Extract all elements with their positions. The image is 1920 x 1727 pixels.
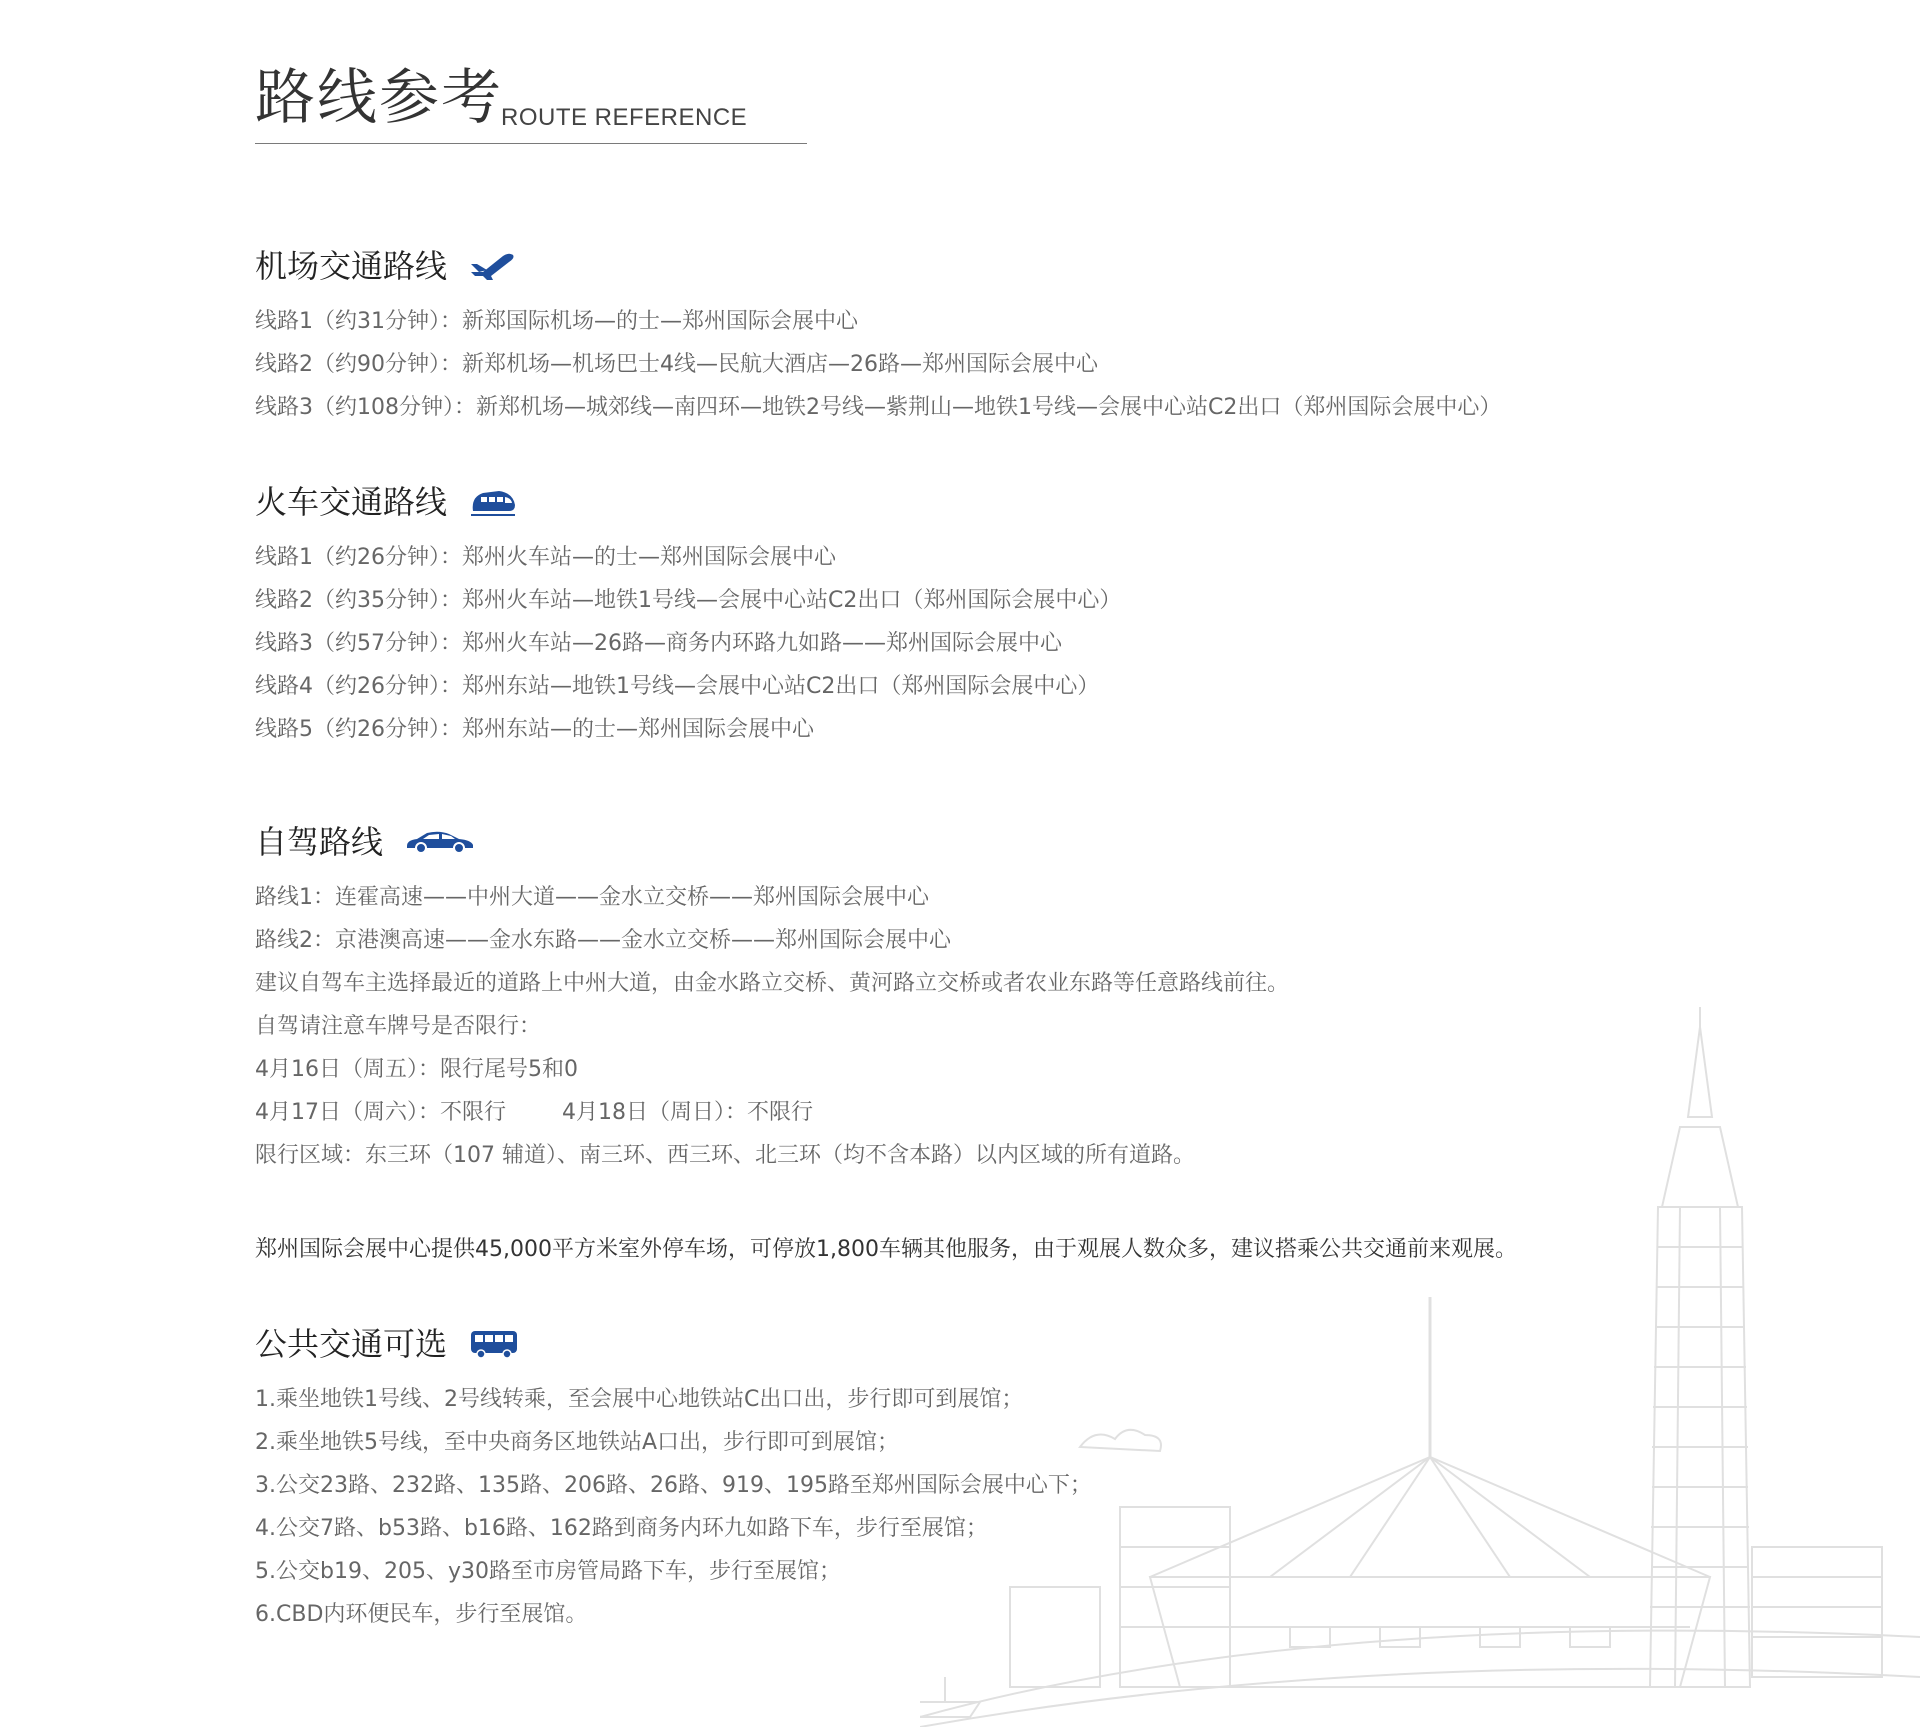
section-title-airport: 机场交通路线: [255, 247, 448, 285]
section-heading-train: [255, 480, 1121, 524]
driving-restriction-day-18: 4月18日（周日）：不限行: [562, 1100, 813, 1125]
driving-route-list: [255, 876, 1289, 1177]
section-public-transport: [255, 1322, 1092, 1636]
train-icon: [469, 487, 517, 517]
public-option-1: 1.乘坐地铁1号线、2号线转乘，至会展中心地铁站C出口出，步行即可到展馆；: [255, 1387, 1024, 1412]
driving-restriction-day-16: 4月16日（周五）：限行尾号5和0: [255, 1057, 578, 1082]
section-title-public: 公共交通可选: [255, 1325, 448, 1363]
section-title-driving: 自驾路线: [255, 823, 384, 861]
driving-route-1: 路线1：连霍高速——中州大道——金水立交桥——郑州国际会展中心: [255, 885, 929, 910]
section-train: [255, 480, 1121, 751]
public-transport-list: [255, 1378, 1092, 1636]
driving-restriction-notice: 自驾请注意车牌号是否限行：: [255, 1014, 542, 1039]
page-header: [255, 62, 807, 146]
driving-restriction-zone: 限行区域：东三环（107 辅道）、南三环、西三环、北三环（均不含本路）以内区域的所有道路。: [255, 1143, 1195, 1168]
public-option-5: 5.公交b19、205、y30路至市房管局路下车，步行至展馆；: [255, 1559, 841, 1584]
public-option-2: 2.乘坐地铁5号线，至中央商务区地铁站A口出，步行即可到展馆；: [255, 1430, 900, 1455]
train-route-3: 线路3（约57分钟）：郑州火车站—26路—商务内环路九如路——郑州国际会展中心: [255, 631, 1062, 656]
public-option-3: 3.公交23路、232路、135路、206路、26路、919、195路至郑州国际会展中心下；: [255, 1473, 1092, 1498]
train-route-5: 线路5（约26分钟）：郑州东站—的士—郑州国际会展中心: [255, 717, 814, 742]
public-option-6: 6.CBD内环便民车，步行至展馆。: [255, 1602, 588, 1627]
public-option-4: 4.公交7路、b53路、b16路、162路到商务内环九如路下车，步行至展馆；: [255, 1516, 988, 1541]
section-title-train: 火车交通路线: [255, 483, 448, 521]
page-subtitle: ROUTE REFERENCE: [501, 104, 748, 131]
bus-icon: [469, 1329, 519, 1359]
section-heading-public: [255, 1322, 1092, 1366]
section-heading-airport: [255, 244, 1501, 288]
train-route-list: [255, 536, 1121, 751]
page-title: 路线参考: [255, 63, 503, 133]
driving-suggestion: 建议自驾车主选择最近的道路上中州大道，由金水路立交桥、黄河路立交桥或者农业东路等任意路线前往。: [255, 971, 1290, 996]
parking-note: 郑州国际会展中心提供45,000平方米室外停车场，可停放1,800车辆其他服务，由于观展人数众多，建议搭乘公共交通前来观展。: [255, 1237, 1517, 1262]
airplane-icon: [469, 250, 519, 282]
train-route-2: 线路2（约35分钟）：郑州火车站—地铁1号线—会展中心站C2出口（郑州国际会展中心）: [255, 588, 1122, 613]
header-divider: [255, 143, 807, 144]
airport-route-1: 线路1（约31分钟）：新郑国际机场—的士—郑州国际会展中心: [255, 309, 858, 334]
train-route-1: 线路1（约26分钟）：郑州火车站—的士—郑州国际会展中心: [255, 545, 836, 570]
train-route-4: 线路4（约26分钟）：郑州东站—地铁1号线—会展中心站C2出口（郑州国际会展中心）: [255, 674, 1100, 699]
airport-route-3: 线路3（约108分钟）：新郑机场—城郊线—南四环—地铁2号线—紫荆山—地铁1号线—会展中心站C2出口（郑州国际会展中心）: [255, 395, 1502, 420]
airport-route-list: [255, 300, 1501, 429]
airport-route-2: 线路2（约90分钟）：新郑机场—机场巴士4线—民航大酒店—26路—郑州国际会展中心: [255, 352, 1098, 377]
section-airport: [255, 244, 1501, 429]
car-icon: [405, 830, 475, 854]
section-driving: [255, 820, 1289, 1177]
driving-restriction-weekend: [255, 1091, 1289, 1134]
driving-restriction-day-17: 4月17日（周六）：不限行: [255, 1100, 506, 1125]
driving-route-2: 路线2：京港澳高速——金水东路——金水立交桥——郑州国际会展中心: [255, 928, 951, 953]
section-heading-driving: [255, 820, 1289, 864]
